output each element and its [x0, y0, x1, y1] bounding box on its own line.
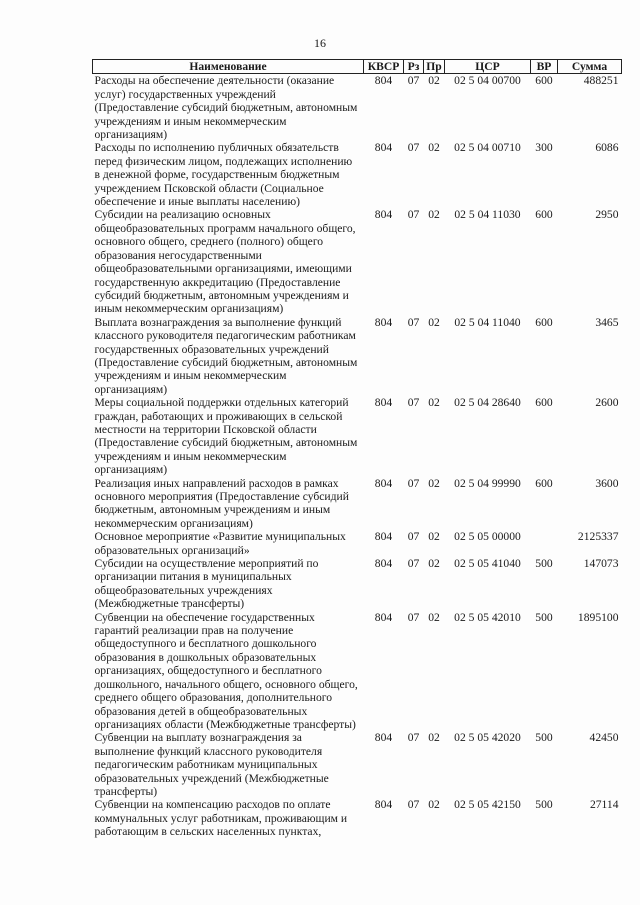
row-kvsr: 804 [374, 476, 393, 490]
table-row [93, 316, 622, 396]
table-row [93, 396, 622, 476]
header-sum: Сумма [558, 60, 622, 74]
row-vr: 500 [535, 610, 553, 624]
row-csr: 02 5 04 28640 [454, 396, 521, 410]
row-rz: 07 [407, 530, 420, 544]
row-rz: 07 [407, 208, 420, 222]
row-sum: 1895100 [577, 610, 619, 624]
table-row [93, 477, 622, 531]
row-pr: 02 [428, 530, 440, 544]
row-kvsr: 804 [374, 557, 393, 571]
table-row [93, 74, 622, 142]
row-sum: 488251 [583, 74, 619, 88]
row-rz: 07 [407, 731, 420, 745]
row-vr: 500 [535, 557, 553, 571]
row-kvsr: 804 [374, 141, 393, 155]
row-sum: 27114 [589, 798, 619, 812]
row-kvsr: 804 [374, 731, 393, 745]
row-csr: 02 5 05 00000 [454, 530, 521, 544]
table-row [93, 557, 622, 611]
row-pr: 02 [428, 396, 440, 410]
table-row [93, 141, 622, 208]
row-vr: 600 [535, 396, 553, 410]
row-sum: 42450 [589, 731, 619, 745]
row-name: Меры социальной поддержки отдельных категорий граждан, работающих и проживающих в сельской местности на территории Псковской области (Предоставление субсидий бюджетным, автономным учреждениям и иным некоммерческим организациям) [94, 396, 358, 477]
row-pr: 02 [428, 74, 440, 88]
row-vr: 500 [535, 798, 553, 812]
row-vr: 600 [535, 315, 553, 329]
row-vr: 300 [535, 141, 553, 155]
row-name: Субвенции на обеспечение государственных гарантий реализации прав на получение общедоступного и бесплатного дошкольного образования в дошкольных образовательных организациях, общедоступного и бесплатного дошкольного, начального общего, основного общего, среднего общего образования, дополнительного образования детей в общеобразовательных организациях области (Межбюджетные трансферты) [94, 610, 358, 731]
row-kvsr: 804 [374, 315, 393, 329]
row-vr: 600 [535, 208, 553, 222]
row-rz: 07 [407, 610, 420, 624]
page-number: 16 [314, 36, 326, 50]
row-sum: 2600 [595, 396, 619, 410]
row-name: Расходы на обеспечение деятельности (оказание услуг) государственных учреждений (Предоставление субсидий бюджетным, автономным учреждениям и иным некоммерческим организациям) [94, 74, 358, 142]
row-sum: 6086 [595, 141, 619, 155]
row-name: Расходы по исполнению публичных обязательств перед физическим лицом, подлежащих исполнению в денежной форме, государственным бюджетным учреждением Псковской области (Социальное обеспечение и иные выплаты населению) [94, 141, 353, 209]
row-csr: 02 5 05 42020 [454, 731, 521, 745]
row-pr: 02 [428, 476, 440, 490]
row-rz: 07 [407, 74, 420, 88]
header-pr: Пр [424, 60, 445, 74]
row-pr: 02 [428, 315, 440, 329]
table-header-row [93, 60, 622, 74]
budget-table [92, 59, 622, 839]
row-name: Субсидии на осуществление мероприятий по организации питания в муниципальных общеобразовательных учреждениях (Межбюджетные трансферты) [94, 557, 319, 611]
row-name: Выплата вознаграждения за выполнение функций классного руководителя педагогическим работникам государственных образовательных учреждений (Предоставление субсидий бюджетным, автономным учреждениям и иным некоммерческим организациям) [94, 315, 358, 396]
row-kvsr: 804 [374, 74, 393, 88]
row-rz: 07 [407, 141, 420, 155]
row-sum: 147073 [583, 557, 619, 571]
header-csr: ЦСР [445, 60, 531, 74]
row-pr: 02 [428, 208, 440, 222]
row-csr: 02 5 05 42010 [454, 610, 521, 624]
row-csr: 02 5 04 11040 [454, 315, 521, 329]
row-rz: 07 [407, 315, 420, 329]
row-rz: 07 [407, 557, 420, 571]
row-pr: 02 [428, 557, 440, 571]
row-sum: 2125337 [577, 530, 619, 544]
table-row [93, 208, 622, 315]
table-row [93, 731, 622, 798]
table-row [93, 611, 622, 732]
header-rz: Рз [404, 60, 424, 74]
row-name: Основное мероприятие «Развитие муниципальных образовательных организаций» [94, 530, 346, 557]
row-csr: 02 5 04 99990 [454, 476, 521, 490]
row-pr: 02 [428, 731, 440, 745]
row-name: Субвенции на выплату вознаграждения за выполнение функций классного руководителя педагогическим работникам муниципальных образовательных учреждений (Межбюджетные трансферты) [94, 731, 329, 798]
row-rz: 07 [407, 396, 420, 410]
header-kvsr: КВСР [364, 60, 404, 74]
row-pr: 02 [428, 798, 440, 812]
row-sum: 2950 [595, 208, 619, 222]
row-csr: 02 5 04 11030 [454, 208, 521, 222]
row-pr: 02 [428, 610, 440, 624]
row-sum: 3600 [595, 476, 619, 490]
table-row [93, 530, 622, 557]
row-sum: 3465 [595, 315, 619, 329]
row-csr: 02 5 05 41040 [454, 557, 521, 571]
table-row [93, 798, 622, 838]
row-csr: 02 5 05 42150 [454, 798, 521, 812]
row-kvsr: 804 [374, 396, 393, 410]
header-name: Наименование [93, 60, 364, 74]
row-name: Реализация иных направлений расходов в рамках основного мероприятия (Предоставление субсидий бюджетным, автономным учреждениям и иным некоммерческим организациям) [94, 476, 349, 530]
row-csr: 02 5 04 00700 [454, 74, 521, 88]
row-rz: 07 [407, 798, 420, 812]
row-kvsr: 804 [374, 798, 393, 812]
row-kvsr: 804 [374, 530, 393, 544]
header-vr: ВР [531, 60, 558, 74]
row-vr [531, 530, 558, 557]
row-vr: 600 [535, 476, 553, 490]
row-vr: 500 [535, 731, 553, 745]
row-kvsr: 804 [374, 208, 393, 222]
row-csr: 02 5 04 00710 [454, 141, 521, 155]
row-name: Субвенции на компенсацию расходов по оплате коммунальных услуг работникам, проживающим и работающим в сельских населенных пунктах, [94, 798, 348, 839]
row-vr: 600 [535, 74, 553, 88]
row-kvsr: 804 [374, 610, 393, 624]
row-pr: 02 [428, 141, 440, 155]
row-name: Субсидии на реализацию основных общеобразовательных программ начального общего, основного общего, среднего (полного) общего образования негосударственными общеобразовательными организациями, имеющими государственную аккредитацию (Предоставление субсидий бюджетным, автономным учреждениям и иным некоммерческим организациям) [94, 208, 356, 316]
row-rz: 07 [407, 476, 420, 490]
